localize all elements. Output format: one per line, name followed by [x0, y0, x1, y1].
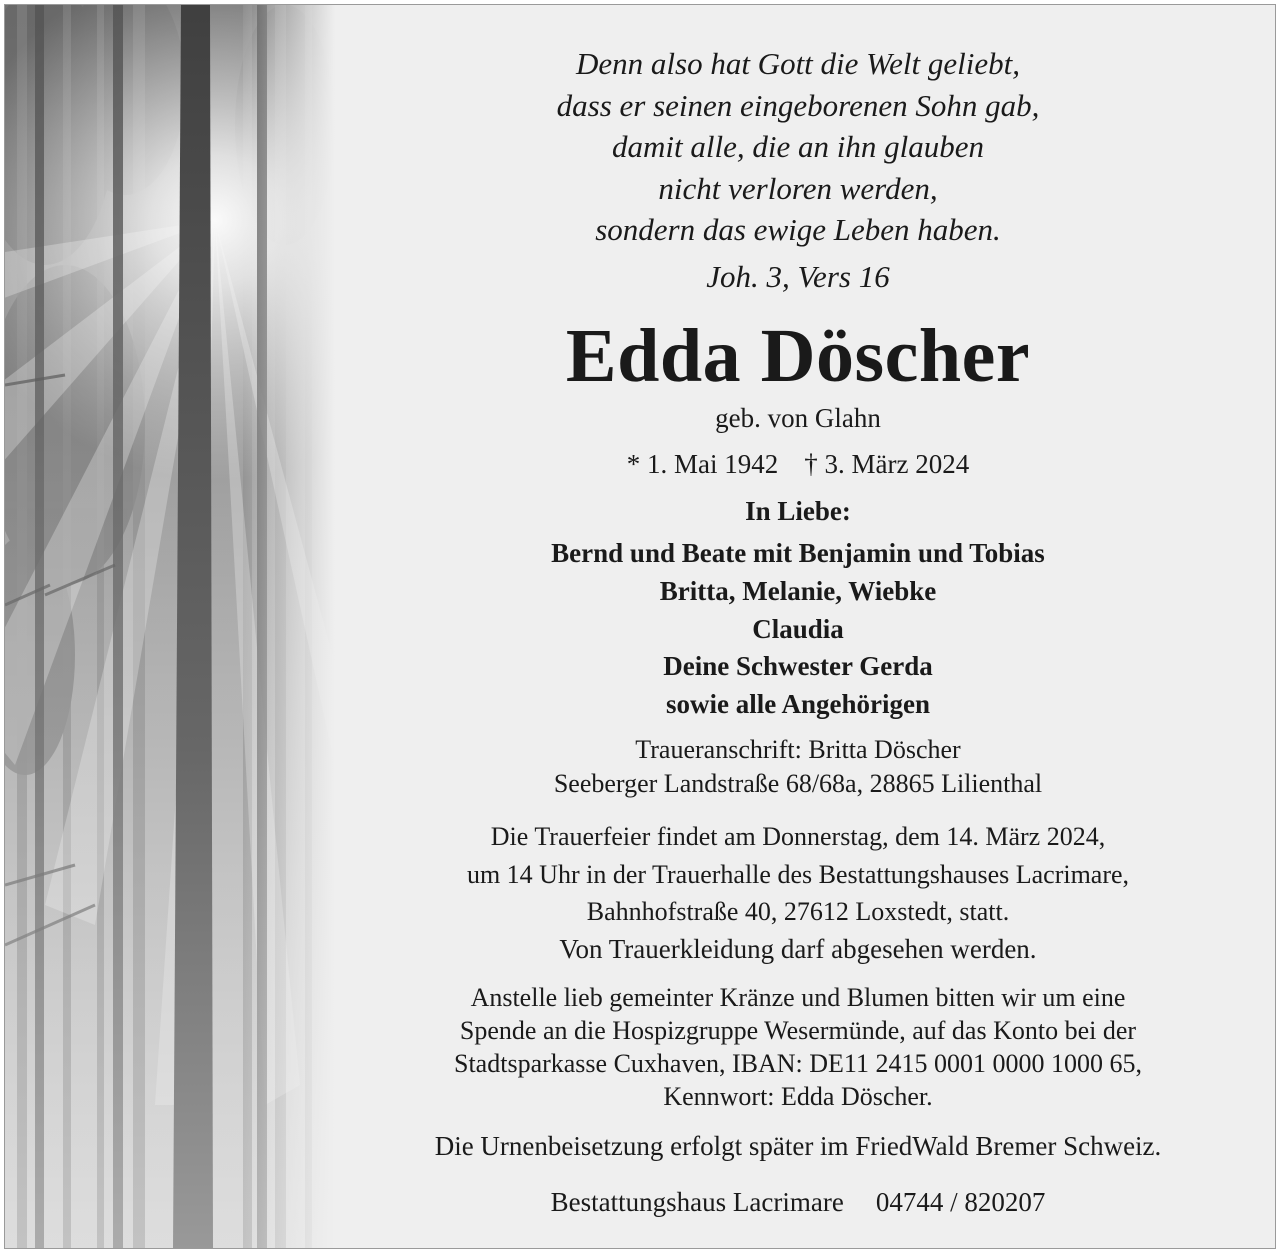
service-line: Bahnhofstraße 40, 27612 Loxstedt, statt.: [586, 897, 1010, 926]
mourner-line: Deine Schwester Gerda: [663, 651, 933, 682]
mourner-line: sowie alle Angehörigen: [666, 689, 930, 720]
donation-line: Kennwort: Edda Döscher.: [663, 1082, 933, 1111]
forest-sunlight-image: [5, 5, 335, 1248]
donation-line: Spende an die Hospizgruppe Wesermünde, auf das Konto bei der: [459, 1016, 1137, 1045]
service-line: um 14 Uhr in der Trauerhalle des Bestattungshauses Lacrimare,: [466, 859, 1130, 889]
address-line: Seeberger Landstraße 68/68a, 28865 Lilienthal: [553, 769, 1043, 798]
funeral-home-phone: 04744 / 820207: [875, 1187, 1046, 1217]
funeral-home-footer: [335, 1185, 1261, 1219]
death-date: † 3. März 2024: [804, 449, 970, 479]
notice-text-column: [335, 5, 1261, 1248]
donation-line: Anstelle lieb gemeinter Kränze und Blumen bitten wir um eine: [470, 983, 1126, 1012]
verse-line: dass er seinen eingeborenen Sohn gab,: [556, 87, 1040, 123]
mourner-line: Britta, Melanie, Wiebke: [659, 575, 937, 606]
burial-note: Die Urnenbeisetzung erfolgt später im FriedWald Bremer Schweiz.: [434, 1131, 1162, 1161]
obituary-notice: [4, 4, 1276, 1249]
mourner-line: Bernd und Beate mit Benjamin und Tobias: [551, 538, 1045, 568]
dress-note: Von Trauerkleidung darf abgesehen werden.: [559, 934, 1037, 964]
verse-line: sondern das ewige Leben haben.: [595, 212, 1001, 247]
verse-line: nicht verloren werden,: [658, 170, 938, 206]
mourning-address: [335, 733, 1261, 801]
funeral-service-info: [335, 818, 1261, 931]
donation-request: [335, 981, 1261, 1113]
life-dates: [335, 447, 1261, 481]
verse-reference: Joh. 3, Vers 16: [706, 259, 890, 294]
birth-date: * 1. Mai 1942: [626, 449, 779, 479]
mourners-list: [335, 535, 1261, 724]
donation-line: Stadtsparkasse Cuxhaven, IBAN: DE11 2415 0001 0000 1000 65,: [454, 1049, 1142, 1078]
deceased-name: Edda Döscher: [565, 314, 1031, 398]
mourners-heading: In Liebe:: [745, 496, 851, 526]
mourner-line: Claudia: [752, 613, 844, 644]
verse-line: Denn also hat Gott die Welt geliebt,: [576, 46, 1020, 81]
service-line: Die Trauerfeier findet am Donnerstag, dem 14. März 2024,: [490, 822, 1106, 851]
funeral-home-name: Bestattungshaus Lacrimare: [550, 1187, 844, 1217]
address-line: Traueranschrift: Britta Döscher: [635, 735, 961, 764]
verse-line: damit alle, die an ihn glauben: [612, 129, 984, 164]
bible-verse: [335, 43, 1261, 251]
birth-name: geb. von Glahn: [715, 403, 881, 433]
